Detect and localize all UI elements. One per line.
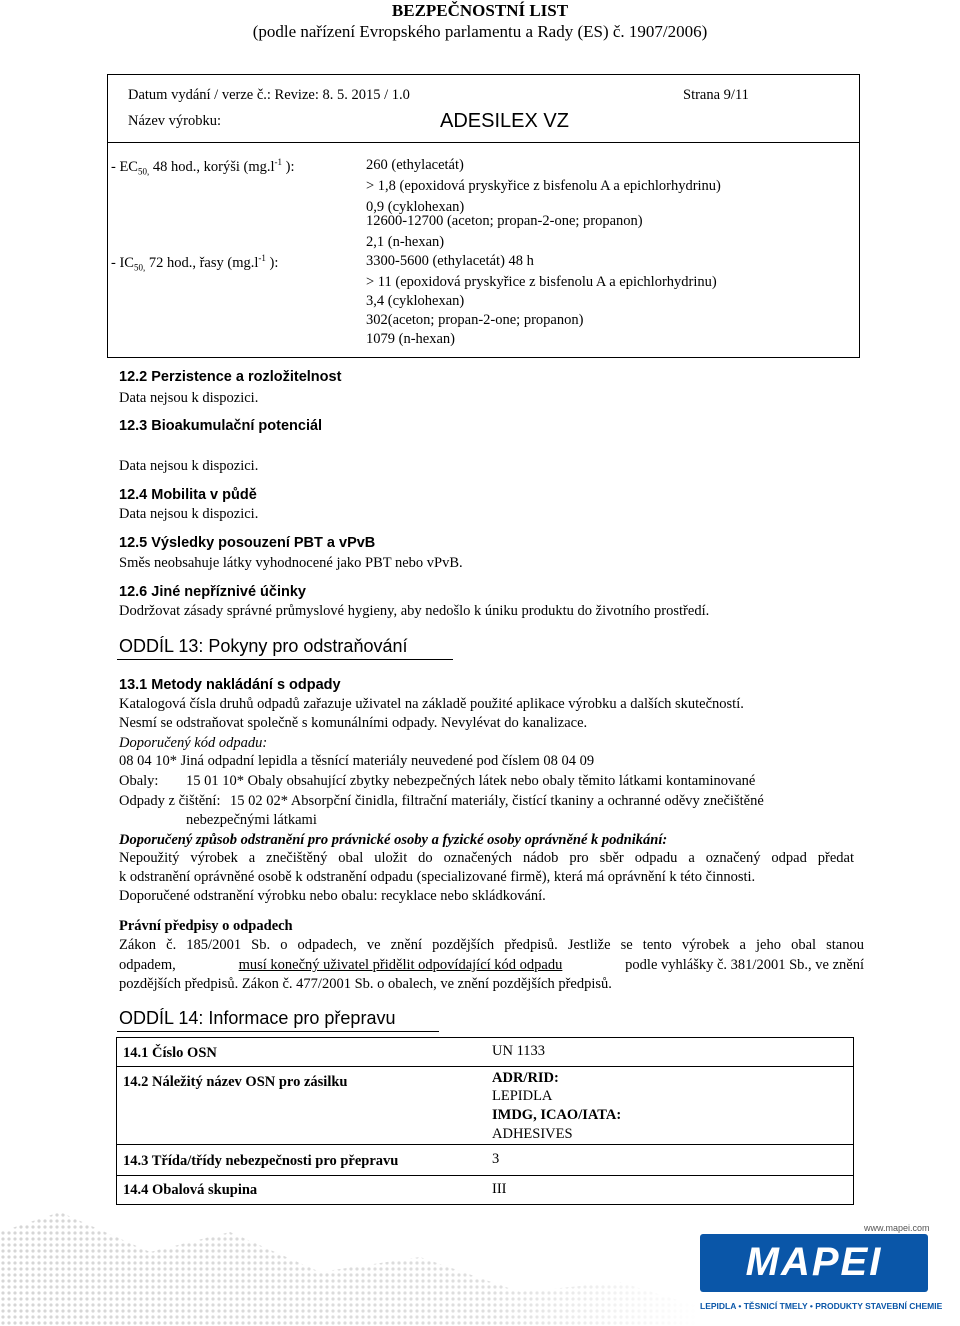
text: podle vyhlášky č. 381/2001 Sb., ve znění <box>625 957 864 973</box>
section-text: Dodržovat zásady správné průmyslové hygieny, aby nedošlo k úniku produktu do životního prostředí. <box>119 603 710 619</box>
imdg-value: ADHESIVES <box>492 1126 573 1142</box>
waste-code: 15 02 02* Absorpční činidla, filtrační materiály, čistící tkaniny a ochranné oděvy znečištěné <box>230 793 764 809</box>
company-url: www.mapei.com <box>864 1223 930 1233</box>
transport-row-value: UN 1133 <box>492 1043 546 1059</box>
logo-text: MAPEI <box>745 1240 883 1284</box>
transport-row-value: 3 <box>492 1151 500 1167</box>
transport-row-label: 14.3 Třída/třídy nebezpečnosti pro přepravu <box>123 1153 399 1169</box>
mapei-logo <box>700 1234 928 1292</box>
section-text: Data nejsou k dispozici. <box>119 506 259 522</box>
disposal-heading: Doporučený způsob odstranění pro právnické osoby a fyzické osoby oprávněné k podnikání: <box>119 832 668 848</box>
law-heading: Právní předpisy o odpadech <box>119 918 293 934</box>
section-heading: 12.5 Výsledky posouzení PBT a vPvB <box>119 535 376 551</box>
waste-code: 15 01 10* Obaly obsahující zbytky nebezpečných látek nebo obaly těmito látkami kontaminované <box>186 773 756 789</box>
underlined-text: musí konečný uživatel přidělit odpovídající kód odpadu <box>238 957 563 973</box>
ec50-value: 12600-12700 (aceton; propan-2-one; propanon) <box>366 213 643 229</box>
section-heading: 12.6 Jiné nepříznivé účinky <box>119 584 306 600</box>
ic50-value: 3,4 (cyklohexan) <box>366 293 465 309</box>
ic50-value: 302(aceton; propan-2-one; propanon) <box>366 312 584 328</box>
product-label: Název výrobku: <box>128 113 222 129</box>
section-heading: 12.3 Bioakumulační potenciál <box>119 418 323 434</box>
paragraph: Nepoužitý výrobek a znečištěný obal uložit do označených nádob pro sběr odpadu a označený odpad předat <box>119 850 854 866</box>
subsection-heading: 13.1 Metody nakládání s odpady <box>119 677 341 693</box>
adr-label: ADR/RID: <box>492 1070 559 1086</box>
ec50-label: - $EC_{50,}$ 48 hod., korýši ($mg.l^{-1}$ ): <box>111 157 295 177</box>
adr-value: LEPIDLA <box>492 1088 553 1104</box>
document-subtitle: (podle nařízení Evropského parlamentu a Rady (ES) č. 1907/2006) <box>252 22 708 41</box>
ec50-value: 2,1 (n-hexan) <box>366 234 445 250</box>
section-14-title: ODDÍL 14: Informace pro přepravu <box>119 1008 396 1028</box>
paragraph: pozdějších předpisů. Zákon č. 477/2001 Sb. o obalech, ve znění pozdějších předpisů. <box>119 976 612 992</box>
ec50-value: > 1,8 (epoxidová pryskyřice z bisfenolu A a epichlorhydrinu) <box>366 178 721 194</box>
imdg-label: IMDG, ICAO/IATA: <box>492 1107 622 1123</box>
ic50-value: 1079 (n-hexan) <box>366 331 455 347</box>
transport-table <box>116 1037 854 1205</box>
section-13-title: ODDÍL 13: Pokyny pro odstraňování <box>119 636 408 656</box>
page-number: Strana 9/11 <box>683 87 749 103</box>
paragraph <box>119 957 864 974</box>
section-text: Data nejsou k dispozici. <box>119 390 259 406</box>
background-pattern <box>0 1212 700 1326</box>
paragraph: Zákon č. 185/2001 Sb. o odpadech, ve znění pozdějších předpisů. Jestliže se tento výrobek a jeho obal stanou <box>119 937 864 953</box>
paragraph: Katalogová čísla druhů odpadů zařazuje uživatel na základě použité aplikace výrobku a dalších skutečností. <box>119 696 744 712</box>
transport-row-value: III <box>492 1181 507 1197</box>
section-heading: 12.2 Perzistence a rozložitelnost <box>119 369 342 385</box>
waste-code: nebezpečnými látkami <box>186 812 317 828</box>
revision-date: Datum vydání / verze č.: Revize: 8. 5. 2015 / 1.0 <box>128 87 410 103</box>
transport-row-label: 14.2 Náležitý název OSN pro zásilku <box>123 1074 348 1090</box>
section-text: Data nejsou k dispozici. <box>119 458 259 474</box>
document-title: BEZPEČNOSTNÍ LIST <box>391 1 569 20</box>
ic50-label: - $IC_{50,}$ 72 hod., řasy ($mg.l^{-1}$ ): <box>111 253 279 273</box>
section-heading: 12.4 Mobilita v půdě <box>119 487 257 503</box>
ec50-value: 260 (ethylacetát) <box>366 157 464 173</box>
text: odpadem, <box>119 957 176 973</box>
ic50-value: > 11 (epoxidová pryskyřice z bisfenolu A a epichlorhydrinu) <box>366 274 717 290</box>
waste-code-label: Odpady z čištění: <box>119 793 221 809</box>
ic50-value: 3300-5600 (ethylacetát) 48 h <box>366 253 534 269</box>
waste-code: 08 04 10* Jiná odpadní lepidla a těsnící materiály neuvedené pod číslem 08 04 09 <box>119 753 595 769</box>
section-text: Směs neobsahuje látky vyhodnocené jako PBT nebo vPvB. <box>119 555 463 571</box>
transport-row-label: 14.4 Obalová skupina <box>123 1182 258 1198</box>
waste-code-label: Doporučený kód odpadu: <box>119 735 268 751</box>
company-tagline: LEPIDLA • TĚSNICÍ TMELY • PRODUKTY STAVEBNÍ CHEMIE <box>700 1301 943 1311</box>
waste-code-label: Obaly: <box>119 773 159 789</box>
ec50-value: 0,9 (cyklohexan) <box>366 199 465 215</box>
paragraph: Doporučené odstranění výrobku nebo obalu: recyklace nebo skládkování. <box>119 888 546 904</box>
product-name: ADESILEX VZ <box>440 110 569 132</box>
paragraph: Nesmí se odstraňovat společně s komunálními odpady. Nevylévat do kanalizace. <box>119 715 588 731</box>
paragraph: k odstranění oprávněné osobě k odstranění odpadu (specializované firmě), která má oprávnění k této činnosti. <box>119 869 756 885</box>
transport-row-label: 14.1 Číslo OSN <box>123 1045 217 1061</box>
